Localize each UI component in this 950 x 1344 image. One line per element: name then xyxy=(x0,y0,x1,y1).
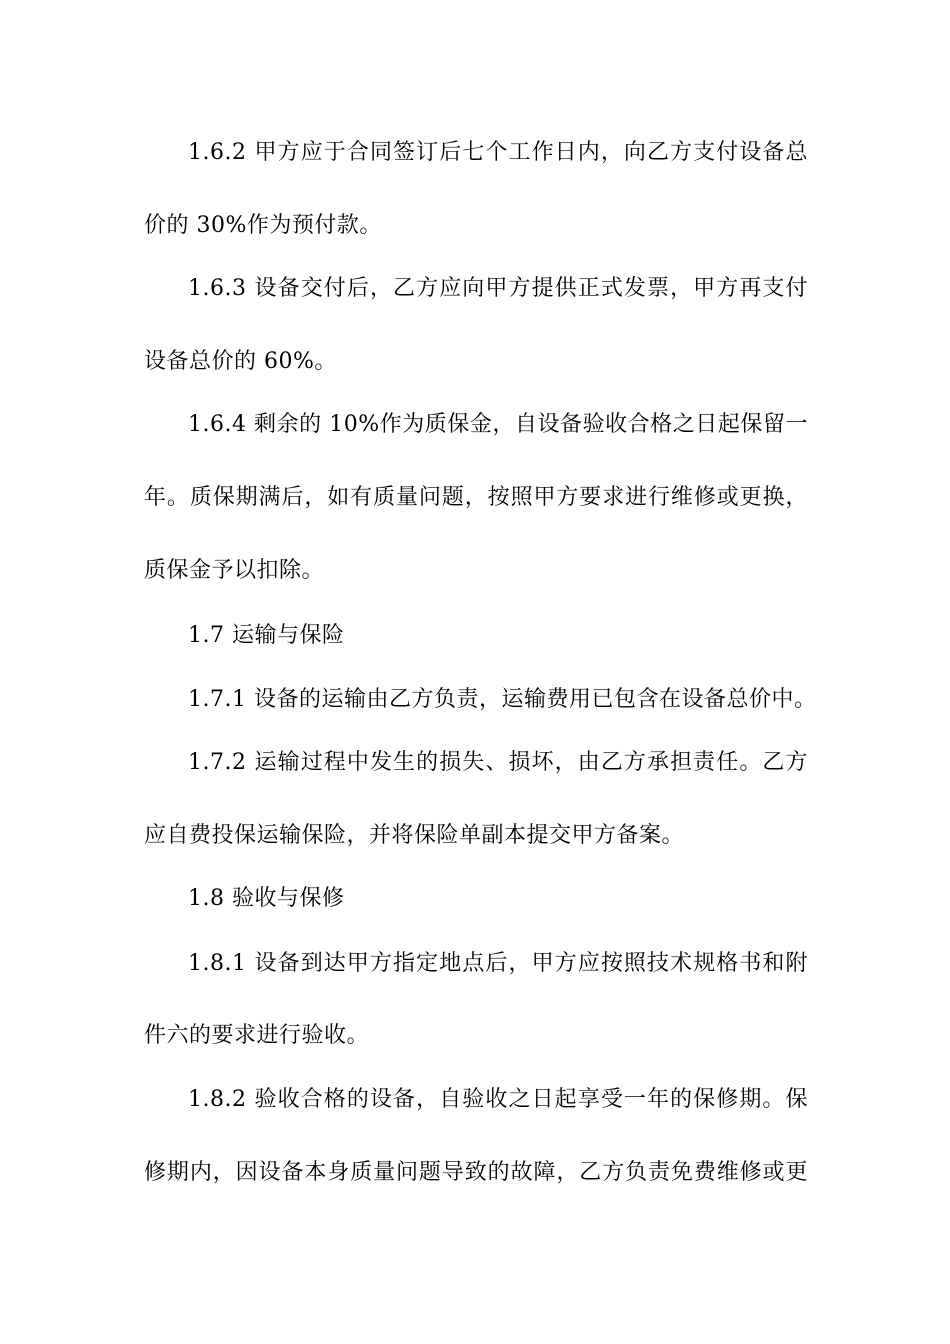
clause-1-7-1-line-1: 1.7.1 设备的运输由乙方负责，运输费用已包含在设备总价中。 xyxy=(188,687,817,712)
section-1-8-heading: 1.8 验收与保修 xyxy=(188,886,345,911)
clause-1-8-2-line-1: 1.8.2 验收合格的设备，自验收之日起享受一年的保修期。保 xyxy=(188,1087,808,1112)
clause-1-8-1-line-2: 件六的要求进行验收。 xyxy=(144,1023,370,1048)
clause-1-6-4-line-3: 质保金予以扣除。 xyxy=(144,558,325,583)
clause-1-8-2-line-2: 修期内，因设备本身质量问题导致的故障，乙方负责免费维修或更 xyxy=(144,1160,808,1185)
clause-1-7-2-line-2: 应自费投保运输保险，并将保险单副本提交甲方备案。 xyxy=(144,823,685,848)
section-1-7-heading: 1.7 运输与保险 xyxy=(188,623,345,648)
clause-1-6-3-line-1: 1.6.3 设备交付后，乙方应向甲方提供正式发票，甲方再支付 xyxy=(188,276,808,301)
clause-1-8-1-line-1: 1.8.1 设备到达甲方指定地点后，甲方应按照技术规格书和附 xyxy=(188,951,808,976)
clause-1-7-2-line-1: 1.7.2 运输过程中发生的损失、损坏，由乙方承担责任。乙方 xyxy=(188,750,808,775)
clause-1-6-2-line-1: 1.6.2 甲方应于合同签订后七个工作日内，向乙方支付设备总 xyxy=(188,140,808,165)
clause-1-6-3-line-2: 设备总价的 60%。 xyxy=(144,349,337,374)
clause-1-6-2-line-2: 价的 30%作为预付款。 xyxy=(144,213,382,238)
clause-1-6-4-line-1: 1.6.4 剩余的 10%作为质保金，自设备验收合格之日起保留一 xyxy=(188,412,808,437)
clause-1-6-4-line-2: 年。质保期满后，如有质量问题，按照甲方要求进行维修或更换， xyxy=(144,485,808,510)
